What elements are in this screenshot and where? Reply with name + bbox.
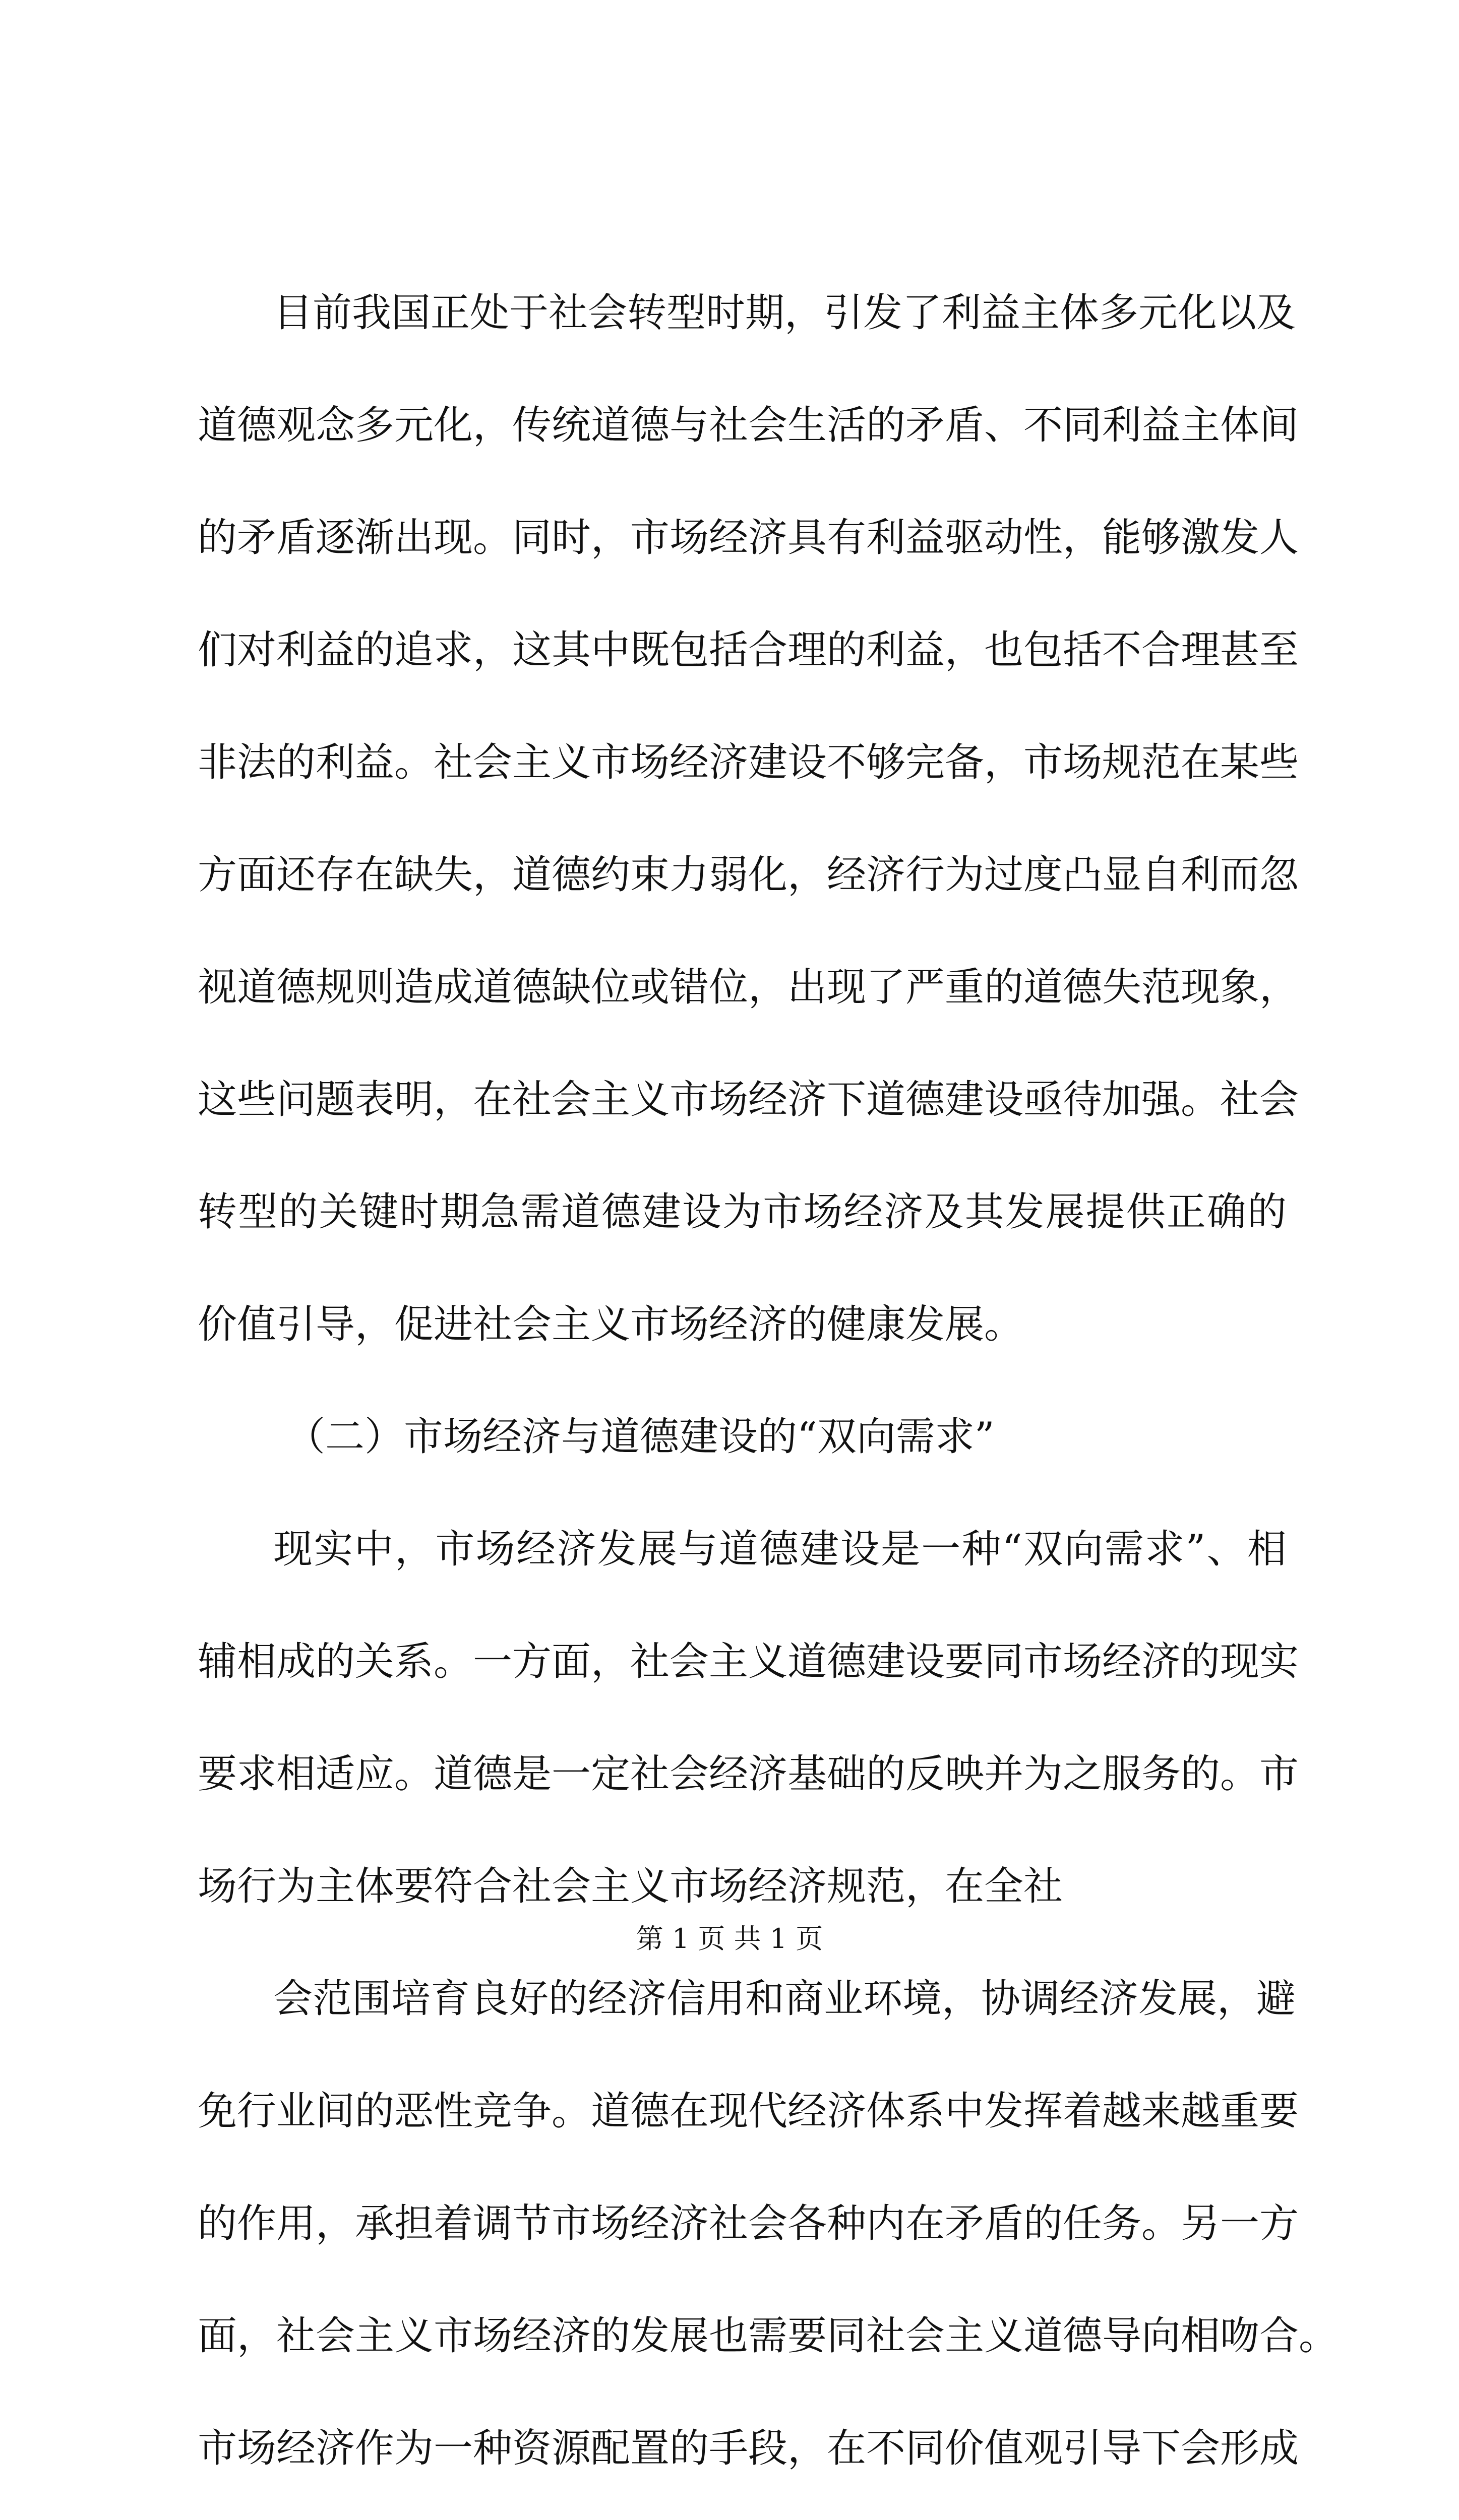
text-line: 方面还存在缺失，道德约束力弱化，经济行为过度凸显自利而忽	[198, 852, 1299, 898]
text-line: 会范围培育良好的经济信用和商业环境，协调经济发展，避	[273, 1976, 1296, 2022]
text-line: 这些问题表明，在社会主义市场经济下道德建设亟待加强。社会	[198, 1077, 1299, 1122]
text-line: 非法的利益。社会主义市场经济建设不够完备，市场规范在某些	[198, 740, 1299, 785]
text-line: 们对利益的追求，这其中既包括合理的利益，也包括不合理甚至	[198, 627, 1299, 673]
text-line: 场行为主体要符合社会主义市场经济规范，在全社	[198, 1864, 1063, 1909]
text-line: 目前我国正处于社会转型时期，引发了利益主体多元化以及	[273, 290, 1296, 336]
text-line: 道德观念多元化，传统道德与社会生活的矛盾、不同利益主体间	[198, 403, 1299, 448]
text-line	[198, 2505, 1287, 2520]
text-line: 转型的关键时期急需道德建设为市场经济及其发展提供正确的	[198, 1189, 1287, 1235]
text-line: 的作用，承担着调节市场经济社会各种内在矛盾的任务。另一方	[198, 2201, 1299, 2246]
page-footer: 第 1 页 共 1 页	[636, 1923, 823, 1955]
text-line: 要求相适应。道德是一定社会经济基础的反映并为之服务的。市	[198, 1751, 1299, 1797]
section-heading: （二）市场经济与道德建设的“双向需求”	[286, 1414, 995, 1460]
text-line: 面，社会主义市场经济的发展也需要同社会主义道德导向相吻合。	[198, 2313, 1339, 2359]
text-line: 的矛盾逐渐出现。同时，市场经济具有利益驱动性，能够激发人	[198, 515, 1299, 560]
text-line: 市场经济作为一种资源配置的手段，在不同价值观引导下会形成	[198, 2426, 1299, 2471]
text-line: 视道德规则造成道德缺位或错位，出现了严重的道德失范现象，	[198, 965, 1299, 1010]
document-body	[198, 257, 1339, 2520]
text-line: 免行业间的恶性竞争。道德在现代经济体系中发挥着越来越重要	[198, 2089, 1299, 2134]
text-line: 现实中，市场经济发展与道德建设是一种“双向需求”、相	[273, 1527, 1287, 1572]
text-line: 价值引导，促进社会主义市场经济的健康发展。	[198, 1302, 1024, 1347]
text-line: 辅相成的关系。一方面，社会主义道德建设要同市场经济的现实	[198, 1639, 1299, 1684]
